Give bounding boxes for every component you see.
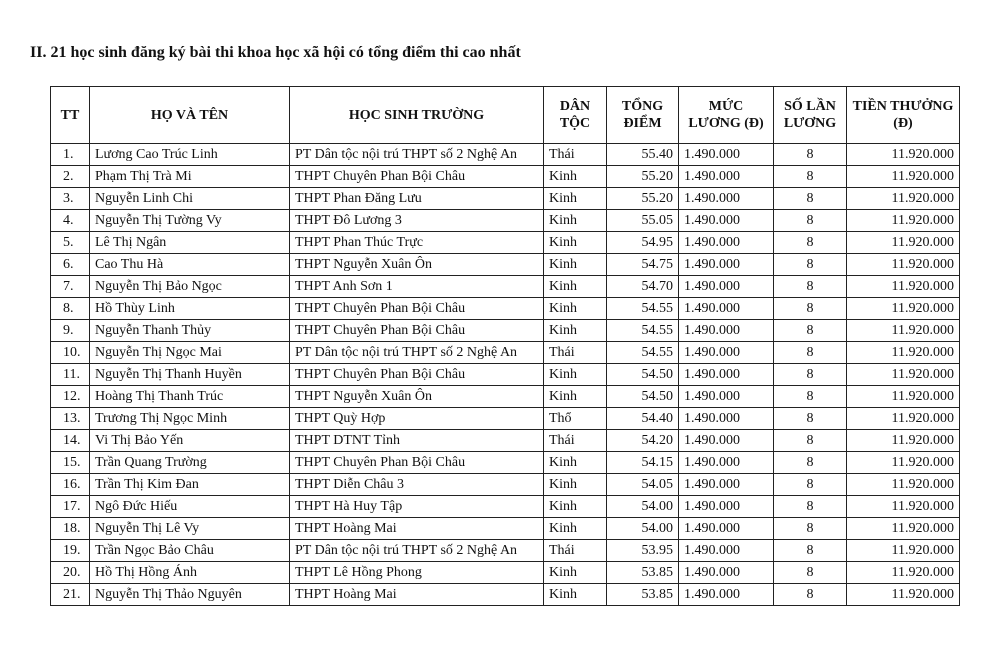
cell-name: Nguyễn Thanh Thủy [90,320,290,342]
cell-total-score: 54.95 [607,232,679,254]
cell-salary-times: 8 [774,518,847,540]
cell-total-score: 55.40 [607,144,679,166]
cell-total-score: 54.05 [607,474,679,496]
table-row [51,188,960,210]
cell-ethnicity: Kinh [544,166,607,188]
table-row [51,342,960,364]
cell-total-score: 54.75 [607,254,679,276]
cell-salary-times: 8 [774,474,847,496]
awards-table [50,86,960,606]
cell-tt: 14. [51,430,90,452]
cell-school: THPT Diễn Châu 3 [290,474,544,496]
cell-salary: 1.490.000 [679,342,774,364]
cell-total-score: 54.55 [607,342,679,364]
cell-salary: 1.490.000 [679,188,774,210]
cell-salary: 1.490.000 [679,474,774,496]
table-row [51,210,960,232]
cell-tt: 21. [51,584,90,606]
table-row [51,364,960,386]
table-row [51,474,960,496]
cell-total-score: 54.00 [607,496,679,518]
cell-ethnicity: Kinh [544,452,607,474]
cell-total-score: 55.20 [607,166,679,188]
cell-ethnicity: Kinh [544,298,607,320]
cell-tt: 17. [51,496,90,518]
col-header-total-score: TỔNG ĐIỂM [607,87,679,144]
cell-tt: 12. [51,386,90,408]
cell-salary-times: 8 [774,562,847,584]
cell-salary: 1.490.000 [679,210,774,232]
cell-total-score: 55.20 [607,188,679,210]
table-row [51,496,960,518]
cell-bonus: 11.920.000 [847,430,960,452]
cell-salary: 1.490.000 [679,232,774,254]
cell-bonus: 11.920.000 [847,452,960,474]
table-row [51,408,960,430]
table-row [51,430,960,452]
cell-salary: 1.490.000 [679,386,774,408]
cell-tt: 20. [51,562,90,584]
cell-ethnicity: Kinh [544,276,607,298]
cell-salary-times: 8 [774,386,847,408]
cell-school: THPT Hà Huy Tập [290,496,544,518]
cell-tt: 18. [51,518,90,540]
cell-ethnicity: Thái [544,342,607,364]
cell-salary-times: 8 [774,276,847,298]
cell-salary: 1.490.000 [679,144,774,166]
cell-salary-times: 8 [774,430,847,452]
cell-name: Trần Quang Trường [90,452,290,474]
cell-salary: 1.490.000 [679,166,774,188]
cell-ethnicity: Kinh [544,232,607,254]
cell-school: THPT Chuyên Phan Bội Châu [290,364,544,386]
cell-salary-times: 8 [774,364,847,386]
cell-salary: 1.490.000 [679,408,774,430]
cell-ethnicity: Kinh [544,364,607,386]
cell-tt: 19. [51,540,90,562]
cell-total-score: 54.40 [607,408,679,430]
cell-salary: 1.490.000 [679,540,774,562]
cell-tt: 3. [51,188,90,210]
cell-bonus: 11.920.000 [847,254,960,276]
cell-ethnicity: Kinh [544,496,607,518]
cell-ethnicity: Kinh [544,254,607,276]
cell-school: THPT Nguyễn Xuân Ôn [290,386,544,408]
cell-tt: 7. [51,276,90,298]
cell-name: Trương Thị Ngọc Minh [90,408,290,430]
cell-school: THPT Đô Lương 3 [290,210,544,232]
cell-school: PT Dân tộc nội trú THPT số 2 Nghệ An [290,540,544,562]
table-row [51,386,960,408]
cell-salary-times: 8 [774,540,847,562]
cell-total-score: 54.50 [607,386,679,408]
cell-school: THPT Phan Đăng Lưu [290,188,544,210]
cell-school: THPT Chuyên Phan Bội Châu [290,320,544,342]
cell-tt: 2. [51,166,90,188]
cell-bonus: 11.920.000 [847,210,960,232]
cell-tt: 6. [51,254,90,276]
cell-salary: 1.490.000 [679,276,774,298]
cell-bonus: 11.920.000 [847,364,960,386]
cell-bonus: 11.920.000 [847,584,960,606]
cell-salary: 1.490.000 [679,584,774,606]
cell-total-score: 54.15 [607,452,679,474]
cell-ethnicity: Kinh [544,210,607,232]
cell-tt: 10. [51,342,90,364]
cell-total-score: 54.50 [607,364,679,386]
cell-total-score: 53.85 [607,562,679,584]
cell-salary: 1.490.000 [679,298,774,320]
table-row [51,144,960,166]
col-header-salary: MỨC LƯƠNG (Đ) [679,87,774,144]
cell-bonus: 11.920.000 [847,144,960,166]
cell-bonus: 11.920.000 [847,474,960,496]
cell-bonus: 11.920.000 [847,386,960,408]
cell-total-score: 54.55 [607,320,679,342]
cell-ethnicity: Kinh [544,562,607,584]
cell-ethnicity: Thái [544,144,607,166]
cell-total-score: 55.05 [607,210,679,232]
table-row [51,276,960,298]
cell-salary: 1.490.000 [679,254,774,276]
cell-salary-times: 8 [774,496,847,518]
cell-salary-times: 8 [774,254,847,276]
cell-salary: 1.490.000 [679,562,774,584]
cell-bonus: 11.920.000 [847,540,960,562]
cell-school: THPT Chuyên Phan Bội Châu [290,452,544,474]
cell-salary-times: 8 [774,188,847,210]
cell-school: THPT Lê Hồng Phong [290,562,544,584]
cell-name: Nguyễn Thị Ngọc Mai [90,342,290,364]
cell-name: Lương Cao Trúc Linh [90,144,290,166]
cell-school: THPT Phan Thúc Trực [290,232,544,254]
section-heading: II. 21 học sinh đăng ký bài thi khoa học xã hội có tổng điểm thi cao nhất [30,44,521,61]
header-row [51,87,960,144]
cell-bonus: 11.920.000 [847,518,960,540]
cell-ethnicity: Kinh [544,188,607,210]
cell-bonus: 11.920.000 [847,496,960,518]
cell-total-score: 53.85 [607,584,679,606]
col-header-tt: TT [51,87,90,144]
table-row [51,584,960,606]
cell-salary: 1.490.000 [679,518,774,540]
cell-name: Nguyễn Thị Bảo Ngọc [90,276,290,298]
cell-school: THPT Anh Sơn 1 [290,276,544,298]
cell-school: PT Dân tộc nội trú THPT số 2 Nghệ An [290,144,544,166]
cell-tt: 1. [51,144,90,166]
cell-name: Nguyễn Thị Thanh Huyền [90,364,290,386]
cell-salary-times: 8 [774,144,847,166]
cell-ethnicity: Thổ [544,408,607,430]
cell-name: Hoàng Thị Thanh Trúc [90,386,290,408]
table-row [51,320,960,342]
col-header-name: HỌ VÀ TÊN [90,87,290,144]
cell-bonus: 11.920.000 [847,298,960,320]
cell-total-score: 53.95 [607,540,679,562]
cell-bonus: 11.920.000 [847,408,960,430]
table-row [51,562,960,584]
cell-ethnicity: Kinh [544,320,607,342]
cell-bonus: 11.920.000 [847,562,960,584]
table-row [51,254,960,276]
cell-name: Trần Ngọc Bảo Châu [90,540,290,562]
col-header-ethnicity: DÂN TỘC [544,87,607,144]
cell-total-score: 54.20 [607,430,679,452]
cell-school: THPT Chuyên Phan Bội Châu [290,166,544,188]
cell-school: THPT Hoàng Mai [290,518,544,540]
cell-school: THPT DTNT Tỉnh [290,430,544,452]
cell-school: THPT Quỳ Hợp [290,408,544,430]
cell-name: Lê Thị Ngân [90,232,290,254]
cell-bonus: 11.920.000 [847,320,960,342]
cell-salary-times: 8 [774,584,847,606]
cell-salary: 1.490.000 [679,320,774,342]
cell-tt: 5. [51,232,90,254]
cell-salary-times: 8 [774,210,847,232]
table-row [51,166,960,188]
table-row [51,540,960,562]
table-row [51,298,960,320]
cell-tt: 11. [51,364,90,386]
col-header-school: HỌC SINH TRƯỜNG [290,87,544,144]
cell-salary-times: 8 [774,320,847,342]
cell-salary-times: 8 [774,166,847,188]
cell-salary: 1.490.000 [679,452,774,474]
col-header-salary-times: SỐ LẦN LƯƠNG [774,87,847,144]
cell-ethnicity: Thái [544,430,607,452]
cell-school: THPT Hoàng Mai [290,584,544,606]
cell-salary-times: 8 [774,232,847,254]
cell-bonus: 11.920.000 [847,342,960,364]
cell-name: Nguyễn Thị Lê Vy [90,518,290,540]
cell-total-score: 54.55 [607,298,679,320]
cell-tt: 8. [51,298,90,320]
cell-school: THPT Nguyễn Xuân Ôn [290,254,544,276]
cell-ethnicity: Thái [544,540,607,562]
cell-bonus: 11.920.000 [847,276,960,298]
cell-salary: 1.490.000 [679,364,774,386]
cell-name: Ngô Đức Hiếu [90,496,290,518]
cell-salary-times: 8 [774,452,847,474]
cell-name: Trần Thị Kim Đan [90,474,290,496]
cell-name: Nguyễn Thị Thảo Nguyên [90,584,290,606]
cell-ethnicity: Kinh [544,386,607,408]
cell-name: Phạm Thị Trà Mi [90,166,290,188]
table-row [51,452,960,474]
cell-name: Nguyễn Linh Chi [90,188,290,210]
cell-salary: 1.490.000 [679,496,774,518]
cell-tt: 15. [51,452,90,474]
cell-total-score: 54.70 [607,276,679,298]
cell-ethnicity: Kinh [544,584,607,606]
cell-salary: 1.490.000 [679,430,774,452]
cell-total-score: 54.00 [607,518,679,540]
cell-tt: 9. [51,320,90,342]
cell-name: Vi Thị Bảo Yến [90,430,290,452]
cell-salary-times: 8 [774,298,847,320]
cell-ethnicity: Kinh [544,474,607,496]
cell-salary-times: 8 [774,408,847,430]
cell-bonus: 11.920.000 [847,188,960,210]
cell-name: Hồ Thị Hồng Ánh [90,562,290,584]
cell-school: THPT Chuyên Phan Bội Châu [290,298,544,320]
cell-name: Nguyễn Thị Tường Vy [90,210,290,232]
cell-bonus: 11.920.000 [847,166,960,188]
table-row [51,232,960,254]
cell-name: Cao Thu Hà [90,254,290,276]
cell-salary-times: 8 [774,342,847,364]
cell-tt: 13. [51,408,90,430]
cell-bonus: 11.920.000 [847,232,960,254]
cell-ethnicity: Kinh [544,518,607,540]
table-row [51,518,960,540]
cell-tt: 16. [51,474,90,496]
cell-tt: 4. [51,210,90,232]
cell-name: Hồ Thùy Linh [90,298,290,320]
cell-school: PT Dân tộc nội trú THPT số 2 Nghệ An [290,342,544,364]
col-header-bonus: TIỀN THƯỞNG (Đ) [847,87,960,144]
